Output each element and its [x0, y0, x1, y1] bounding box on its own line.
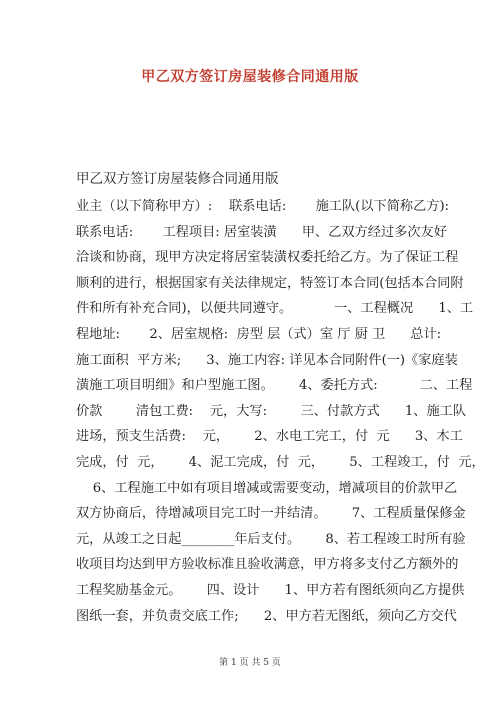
body-line: 元，从竣工之日起________年后支付。 8、若工程竣工时所有验 [76, 531, 466, 547]
body-line: 工程奖励基金元。 四、设计 1、甲方若有图纸须向乙方提供 [76, 582, 465, 598]
document-body [76, 194, 485, 629]
page-number: 第 1 页 共 5 页 [219, 658, 281, 668]
body-line: 程地址: 2、居室规格: 房型 层（式）室 厅 厨 卫 总计: [76, 326, 442, 342]
body-line: 潢施工项目明细》和户型施工图。 4、委托方式: 二、工程 [76, 378, 473, 394]
body-line: 6、工程施工中如有项目增减或需要变动，增减项目的价款甲乙 [76, 480, 458, 496]
body-line: 图纸一套，并负责交底工作; 2、甲方若无图纸，须向乙方交代 [76, 608, 457, 624]
body-line: 施工面积 平方米; 3、施工内容: 详见本合同附件(一)《家庭装 [76, 352, 458, 368]
body-line: 进场，预支生活费: 元， 2、水电工完工，付 元 3、木工 [76, 429, 463, 445]
body-line: 顺利的进行，根据国家有关法律规定，特签订本合同(包括本合同附 [76, 275, 464, 291]
body-line: 收项目均达到甲方验收标准且验收满意，甲方将多支付乙方额外的 [76, 557, 459, 573]
body-line: 洽谈和协商，现甲方决定将居室装潢权委托给乙方。为了保证工程 [76, 250, 459, 266]
document-title: 甲乙双方签订房屋装修合同通用版 [141, 69, 359, 85]
body-line: 件和所有补充合同)，以便共同遵守。 一、工程概况 1、工 [76, 301, 474, 317]
body-line: 价款 清包工费: 元，大写: 三、付款方式 1、施工队 [76, 403, 467, 419]
body-line: 完成，付 元， 4、泥工完成，付 元， 5、工程竣工，付 元， [76, 454, 485, 470]
body-line: 双方协商后，待增减项目完工时一并结清。 7、工程质量保修金 [76, 506, 466, 522]
body-line: 联系电话: 工程项目: 居室装潢 甲、乙双方经过多次友好 [76, 224, 447, 240]
document-subtitle: 甲乙双方签订房屋装修合同通用版 [76, 171, 279, 187]
body-line: 业主（以下简称甲方）: 联系电话: 施工队(以下简称乙方): [76, 199, 450, 214]
